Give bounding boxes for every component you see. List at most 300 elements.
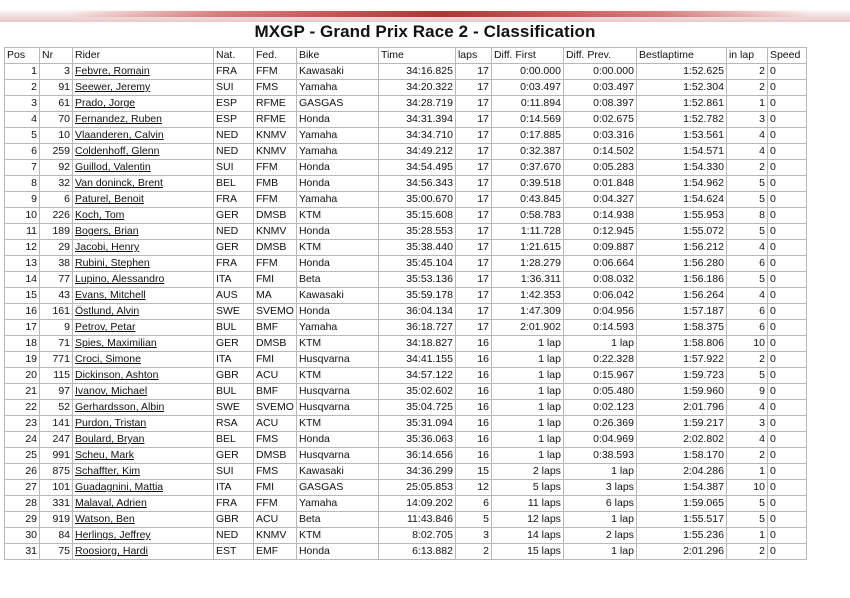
col-nr-cell: 919 bbox=[40, 512, 73, 528]
col-bike-cell: KTM bbox=[296, 208, 378, 224]
col-time-cell: 36:18.727 bbox=[378, 320, 455, 336]
col-nr-cell: 52 bbox=[40, 400, 73, 416]
col-pos-cell: 4 bbox=[5, 112, 40, 128]
rider-link[interactable]: Koch, Tom bbox=[73, 208, 214, 224]
header-row bbox=[5, 48, 807, 64]
col-speed-cell: 0 bbox=[767, 128, 806, 144]
col-nr-cell: 70 bbox=[40, 112, 73, 128]
col-diff-prev-cell: 0:02.675 bbox=[563, 112, 636, 128]
col-diff-prev-cell: 3 laps bbox=[563, 480, 636, 496]
col-speed-cell: 0 bbox=[767, 448, 806, 464]
col-bestlaptime-cell: 1:57.187 bbox=[636, 304, 726, 320]
col-time-cell: 35:38.440 bbox=[378, 240, 455, 256]
col-diff-first-cell: 1:21.615 bbox=[491, 240, 563, 256]
rider-link[interactable]: Prado, Jorge bbox=[73, 96, 214, 112]
col-pos-cell: 15 bbox=[5, 288, 40, 304]
table-row bbox=[5, 416, 807, 432]
col-pos-cell: 6 bbox=[5, 144, 40, 160]
col-in-lap-cell: 2 bbox=[726, 160, 767, 176]
rider-link[interactable]: Spies, Maximilian bbox=[73, 336, 214, 352]
col-in-lap-cell: 9 bbox=[726, 384, 767, 400]
col-time-cell: 35:36.063 bbox=[378, 432, 455, 448]
rider-link[interactable]: Roosiorg, Hardi bbox=[73, 544, 214, 560]
rider-link[interactable]: Ivanov, Michael bbox=[73, 384, 214, 400]
col-fed-cell: DMSB bbox=[254, 208, 297, 224]
rider-link[interactable]: Jacobi, Henry bbox=[73, 240, 214, 256]
col-in-lap-cell: 6 bbox=[726, 256, 767, 272]
col-laps-cell: 3 bbox=[455, 528, 491, 544]
col-in-lap-cell: 5 bbox=[726, 272, 767, 288]
col-laps-cell: 5 bbox=[455, 512, 491, 528]
col-speed-cell: 0 bbox=[767, 480, 806, 496]
rider-link[interactable]: Febvre, Romain bbox=[73, 64, 214, 80]
col-fed-cell: SVEMO bbox=[254, 304, 297, 320]
col-speed-cell: 0 bbox=[767, 176, 806, 192]
col-bestlaptime-cell: 1:59.723 bbox=[636, 368, 726, 384]
col-in-lap-cell: 5 bbox=[726, 512, 767, 528]
col-bestlaptime-cell: 2:01.796 bbox=[636, 400, 726, 416]
col-nr-cell: 771 bbox=[40, 352, 73, 368]
col-pos-cell: 2 bbox=[5, 80, 40, 96]
col-diff-first-cell: 1 lap bbox=[491, 400, 563, 416]
col-diff-first-cell: 1:11.728 bbox=[491, 224, 563, 240]
col-time-header: Time bbox=[378, 48, 455, 64]
col-nat-cell: NED bbox=[214, 128, 254, 144]
col-diff-first-cell: 1:42.353 bbox=[491, 288, 563, 304]
col-diff-prev-cell: 0:04.327 bbox=[563, 192, 636, 208]
rider-link[interactable]: Seewer, Jeremy bbox=[73, 80, 214, 96]
col-bestlaptime-cell: 1:56.186 bbox=[636, 272, 726, 288]
col-speed-cell: 0 bbox=[767, 240, 806, 256]
col-bike-cell: GASGAS bbox=[296, 96, 378, 112]
col-nat-cell: FRA bbox=[214, 496, 254, 512]
col-bike-cell: KTM bbox=[296, 368, 378, 384]
col-nr-cell: 9 bbox=[40, 320, 73, 336]
col-nat-cell: BEL bbox=[214, 432, 254, 448]
col-bike-cell: Husqvarna bbox=[296, 400, 378, 416]
col-time-cell: 35:45.104 bbox=[378, 256, 455, 272]
table-row bbox=[5, 224, 807, 240]
col-diff-first-cell: 1 lap bbox=[491, 352, 563, 368]
col-bestlaptime-cell: 1:59.065 bbox=[636, 496, 726, 512]
col-pos-cell: 21 bbox=[5, 384, 40, 400]
col-in-lap-cell: 5 bbox=[726, 176, 767, 192]
col-bike-cell: Yamaha bbox=[296, 496, 378, 512]
col-bestlaptime-cell: 1:52.304 bbox=[636, 80, 726, 96]
table-row bbox=[5, 304, 807, 320]
table-row bbox=[5, 512, 807, 528]
rider-link[interactable]: Gerhardsson, Albin bbox=[73, 400, 214, 416]
col-in-lap-cell: 5 bbox=[726, 496, 767, 512]
col-bike-cell: Yamaha bbox=[296, 144, 378, 160]
rider-link[interactable]: Vlaanderen, Calvin bbox=[73, 128, 214, 144]
rider-link[interactable]: Östlund, Alvin bbox=[73, 304, 214, 320]
col-bestlaptime-cell: 1:58.806 bbox=[636, 336, 726, 352]
col-bestlaptime-cell: 1:54.624 bbox=[636, 192, 726, 208]
col-speed-cell: 0 bbox=[767, 320, 806, 336]
col-laps-cell: 17 bbox=[455, 304, 491, 320]
table-row bbox=[5, 192, 807, 208]
col-speed-cell: 0 bbox=[767, 352, 806, 368]
col-speed-cell: 0 bbox=[767, 304, 806, 320]
rider-link[interactable]: Paturel, Benoit bbox=[73, 192, 214, 208]
col-time-cell: 34:28.719 bbox=[378, 96, 455, 112]
table-row bbox=[5, 176, 807, 192]
col-pos-cell: 26 bbox=[5, 464, 40, 480]
col-pos-cell: 5 bbox=[5, 128, 40, 144]
col-bestlaptime-cell: 1:52.625 bbox=[636, 64, 726, 80]
col-nat-cell: FRA bbox=[214, 256, 254, 272]
col-pos-cell: 3 bbox=[5, 96, 40, 112]
col-nr-cell: 161 bbox=[40, 304, 73, 320]
table-row bbox=[5, 320, 807, 336]
col-pos-cell: 31 bbox=[5, 544, 40, 560]
col-bestlaptime-cell: 1:54.962 bbox=[636, 176, 726, 192]
rider-link[interactable]: Croci, Simone bbox=[73, 352, 214, 368]
col-speed-cell: 0 bbox=[767, 224, 806, 240]
col-time-cell: 14:09.202 bbox=[378, 496, 455, 512]
col-speed-cell: 0 bbox=[767, 464, 806, 480]
col-pos-cell: 9 bbox=[5, 192, 40, 208]
col-time-cell: 35:28.553 bbox=[378, 224, 455, 240]
col-fed-cell: BMF bbox=[254, 320, 297, 336]
col-time-cell: 34:16.825 bbox=[378, 64, 455, 80]
col-nr-cell: 141 bbox=[40, 416, 73, 432]
table-row bbox=[5, 112, 807, 128]
col-laps-cell: 16 bbox=[455, 400, 491, 416]
col-bestlaptime-cell: 1:58.170 bbox=[636, 448, 726, 464]
col-time-cell: 35:04.725 bbox=[378, 400, 455, 416]
col-fed-cell: EMF bbox=[254, 544, 297, 560]
table-row bbox=[5, 496, 807, 512]
col-diff-first-cell: 0:43.845 bbox=[491, 192, 563, 208]
col-speed-cell: 0 bbox=[767, 272, 806, 288]
col-pos-cell: 13 bbox=[5, 256, 40, 272]
col-bike-cell: Husqvarna bbox=[296, 352, 378, 368]
col-diff-first-cell: 1:47.309 bbox=[491, 304, 563, 320]
col-in-lap-cell: 1 bbox=[726, 464, 767, 480]
table-row bbox=[5, 128, 807, 144]
col-nr-cell: 91 bbox=[40, 80, 73, 96]
col-nr-header: Nr bbox=[40, 48, 73, 64]
col-laps-cell: 17 bbox=[455, 256, 491, 272]
col-bike-cell: KTM bbox=[296, 336, 378, 352]
col-nr-cell: 92 bbox=[40, 160, 73, 176]
table-row bbox=[5, 448, 807, 464]
col-speed-header: Speed bbox=[767, 48, 806, 64]
rider-link[interactable]: Dickinson, Ashton bbox=[73, 368, 214, 384]
col-nr-cell: 3 bbox=[40, 64, 73, 80]
col-nr-cell: 61 bbox=[40, 96, 73, 112]
col-in-lap-cell: 3 bbox=[726, 112, 767, 128]
rider-link[interactable]: Malaval, Adrien bbox=[73, 496, 214, 512]
col-nat-cell: BEL bbox=[214, 176, 254, 192]
col-pos-cell: 18 bbox=[5, 336, 40, 352]
col-time-cell: 8:02.705 bbox=[378, 528, 455, 544]
col-laps-header: laps bbox=[455, 48, 491, 64]
col-time-cell: 35:15.608 bbox=[378, 208, 455, 224]
col-in-lap-cell: 10 bbox=[726, 336, 767, 352]
col-bestlaptime-cell: 1:54.387 bbox=[636, 480, 726, 496]
col-time-cell: 35:59.178 bbox=[378, 288, 455, 304]
col-laps-cell: 17 bbox=[455, 288, 491, 304]
col-pos-cell: 25 bbox=[5, 448, 40, 464]
col-speed-cell: 0 bbox=[767, 288, 806, 304]
col-pos-cell: 28 bbox=[5, 496, 40, 512]
col-diff-prev-cell: 6 laps bbox=[563, 496, 636, 512]
col-nr-cell: 331 bbox=[40, 496, 73, 512]
col-in-lap-cell: 2 bbox=[726, 80, 767, 96]
col-diff-prev-cell: 0:01.848 bbox=[563, 176, 636, 192]
col-nr-cell: 101 bbox=[40, 480, 73, 496]
col-fed-cell: FMS bbox=[254, 80, 297, 96]
col-bestlaptime-cell: 1:55.236 bbox=[636, 528, 726, 544]
col-pos-cell: 8 bbox=[5, 176, 40, 192]
col-diff-prev-cell: 0:03.497 bbox=[563, 80, 636, 96]
rider-link[interactable]: Boulard, Bryan bbox=[73, 432, 214, 448]
rider-link[interactable]: Evans, Mitchell bbox=[73, 288, 214, 304]
rider-link[interactable]: Lupino, Alessandro bbox=[73, 272, 214, 288]
col-speed-cell: 0 bbox=[767, 208, 806, 224]
col-speed-cell: 0 bbox=[767, 368, 806, 384]
col-time-cell: 34:41.155 bbox=[378, 352, 455, 368]
col-bestlaptime-cell: 1:59.217 bbox=[636, 416, 726, 432]
col-in-lap-cell: 1 bbox=[726, 96, 767, 112]
col-bestlaptime-cell: 1:54.330 bbox=[636, 160, 726, 176]
col-in-lap-cell: 4 bbox=[726, 288, 767, 304]
col-in-lap-cell: 4 bbox=[726, 128, 767, 144]
col-in-lap-cell: 2 bbox=[726, 448, 767, 464]
col-time-cell: 35:00.670 bbox=[378, 192, 455, 208]
col-diff-prev-cell: 0:06.042 bbox=[563, 288, 636, 304]
col-diff-prev-cell: 1 lap bbox=[563, 544, 636, 560]
col-nr-cell: 84 bbox=[40, 528, 73, 544]
col-diff-prev-cell: 0:14.593 bbox=[563, 320, 636, 336]
col-nat-cell: FRA bbox=[214, 64, 254, 80]
col-nat-cell: EST bbox=[214, 544, 254, 560]
col-bestlaptime-cell: 1:56.280 bbox=[636, 256, 726, 272]
col-pos-cell: 20 bbox=[5, 368, 40, 384]
col-nr-cell: 77 bbox=[40, 272, 73, 288]
table-row bbox=[5, 240, 807, 256]
col-diff-first-cell: 14 laps bbox=[491, 528, 563, 544]
col-time-cell: 34:34.710 bbox=[378, 128, 455, 144]
table-row bbox=[5, 64, 807, 80]
col-fed-cell: ACU bbox=[254, 416, 297, 432]
col-laps-cell: 17 bbox=[455, 80, 491, 96]
rider-link[interactable]: Herlings, Jeffrey bbox=[73, 528, 214, 544]
col-pos-cell: 14 bbox=[5, 272, 40, 288]
rider-link[interactable]: Bogers, Brian bbox=[73, 224, 214, 240]
col-bike-cell: Honda bbox=[296, 176, 378, 192]
col-in-lap-header: in lap bbox=[726, 48, 767, 64]
table-row bbox=[5, 368, 807, 384]
col-diff-prev-cell: 0:38.593 bbox=[563, 448, 636, 464]
rider-link[interactable]: Fernandez, Ruben bbox=[73, 112, 214, 128]
rider-link[interactable]: Guadagnini, Mattia bbox=[73, 480, 214, 496]
col-diff-first-cell: 0:14.569 bbox=[491, 112, 563, 128]
col-fed-cell: MA bbox=[254, 288, 297, 304]
col-pos-cell: 7 bbox=[5, 160, 40, 176]
col-speed-cell: 0 bbox=[767, 400, 806, 416]
col-nr-cell: 115 bbox=[40, 368, 73, 384]
col-nr-cell: 259 bbox=[40, 144, 73, 160]
col-fed-cell: DMSB bbox=[254, 336, 297, 352]
col-pos-cell: 10 bbox=[5, 208, 40, 224]
rider-link[interactable]: Petrov, Petar bbox=[73, 320, 214, 336]
col-fed-cell: ACU bbox=[254, 368, 297, 384]
col-nat-cell: ITA bbox=[214, 480, 254, 496]
col-diff-first-cell: 2 laps bbox=[491, 464, 563, 480]
col-fed-cell: DMSB bbox=[254, 240, 297, 256]
col-pos-cell: 16 bbox=[5, 304, 40, 320]
rider-link[interactable]: Scheu, Mark bbox=[73, 448, 214, 464]
col-speed-cell: 0 bbox=[767, 496, 806, 512]
col-laps-cell: 16 bbox=[455, 448, 491, 464]
col-fed-cell: FFM bbox=[254, 496, 297, 512]
col-fed-cell: KNMV bbox=[254, 224, 297, 240]
col-bestlaptime-cell: 1:55.072 bbox=[636, 224, 726, 240]
col-nr-cell: 32 bbox=[40, 176, 73, 192]
col-laps-cell: 17 bbox=[455, 224, 491, 240]
col-nat-cell: GER bbox=[214, 208, 254, 224]
col-bike-cell: KTM bbox=[296, 528, 378, 544]
col-pos-header: Pos bbox=[5, 48, 40, 64]
col-bestlaptime-cell: 1:59.960 bbox=[636, 384, 726, 400]
col-nr-cell: 226 bbox=[40, 208, 73, 224]
col-diff-prev-cell: 0:06.664 bbox=[563, 256, 636, 272]
col-time-cell: 34:57.122 bbox=[378, 368, 455, 384]
col-fed-cell: RFME bbox=[254, 96, 297, 112]
col-in-lap-cell: 5 bbox=[726, 368, 767, 384]
col-diff-prev-cell: 2 laps bbox=[563, 528, 636, 544]
col-speed-cell: 0 bbox=[767, 112, 806, 128]
col-time-cell: 34:18.827 bbox=[378, 336, 455, 352]
col-nat-cell: RSA bbox=[214, 416, 254, 432]
col-diff-prev-cell: 0:08.032 bbox=[563, 272, 636, 288]
col-diff-prev-cell: 0:22.328 bbox=[563, 352, 636, 368]
col-bestlaptime-cell: 1:56.264 bbox=[636, 288, 726, 304]
table-row bbox=[5, 336, 807, 352]
col-in-lap-cell: 10 bbox=[726, 480, 767, 496]
col-laps-cell: 17 bbox=[455, 128, 491, 144]
table-row bbox=[5, 80, 807, 96]
col-laps-cell: 17 bbox=[455, 112, 491, 128]
col-laps-cell: 2 bbox=[455, 544, 491, 560]
col-bestlaptime-cell: 1:54.571 bbox=[636, 144, 726, 160]
table-row bbox=[5, 432, 807, 448]
col-bike-cell: GASGAS bbox=[296, 480, 378, 496]
col-diff-first-cell: 1:36.311 bbox=[491, 272, 563, 288]
col-in-lap-cell: 5 bbox=[726, 192, 767, 208]
col-pos-cell: 1 bbox=[5, 64, 40, 80]
col-nat-cell: ITA bbox=[214, 352, 254, 368]
col-fed-header: Fed. bbox=[254, 48, 297, 64]
col-laps-cell: 16 bbox=[455, 368, 491, 384]
rider-link[interactable]: Van doninck, Brent bbox=[73, 176, 214, 192]
col-pos-cell: 24 bbox=[5, 432, 40, 448]
col-laps-cell: 17 bbox=[455, 64, 491, 80]
col-bike-cell: Honda bbox=[296, 432, 378, 448]
table-row bbox=[5, 144, 807, 160]
col-bestlaptime-cell: 1:55.517 bbox=[636, 512, 726, 528]
col-fed-cell: RFME bbox=[254, 112, 297, 128]
col-fed-cell: FMI bbox=[254, 272, 297, 288]
col-diff-prev-cell: 0:14.938 bbox=[563, 208, 636, 224]
col-nat-cell: BUL bbox=[214, 384, 254, 400]
col-nat-cell: GBR bbox=[214, 368, 254, 384]
col-diff-first-cell: 0:17.885 bbox=[491, 128, 563, 144]
col-in-lap-cell: 4 bbox=[726, 144, 767, 160]
rider-link[interactable]: Guillod, Valentin bbox=[73, 160, 214, 176]
col-bike-cell: Beta bbox=[296, 512, 378, 528]
col-time-cell: 34:20.322 bbox=[378, 80, 455, 96]
col-speed-cell: 0 bbox=[767, 512, 806, 528]
col-in-lap-cell: 8 bbox=[726, 208, 767, 224]
col-nr-cell: 43 bbox=[40, 288, 73, 304]
rider-link[interactable]: Coldenhoff, Glenn bbox=[73, 144, 214, 160]
col-bike-cell: Husqvarna bbox=[296, 448, 378, 464]
col-in-lap-cell: 4 bbox=[726, 432, 767, 448]
col-diff-first-cell: 1 lap bbox=[491, 432, 563, 448]
col-diff-prev-cell: 0:14.502 bbox=[563, 144, 636, 160]
col-fed-cell: DMSB bbox=[254, 448, 297, 464]
col-in-lap-cell: 6 bbox=[726, 320, 767, 336]
col-nr-cell: 991 bbox=[40, 448, 73, 464]
col-in-lap-cell: 2 bbox=[726, 352, 767, 368]
col-speed-cell: 0 bbox=[767, 256, 806, 272]
rider-link[interactable]: Schaffter, Kim bbox=[73, 464, 214, 480]
col-rider-header: Rider bbox=[73, 48, 214, 64]
col-speed-cell: 0 bbox=[767, 144, 806, 160]
col-laps-cell: 12 bbox=[455, 480, 491, 496]
col-in-lap-cell: 4 bbox=[726, 240, 767, 256]
col-nat-cell: SWE bbox=[214, 400, 254, 416]
col-fed-cell: FMI bbox=[254, 352, 297, 368]
col-nat-cell: BUL bbox=[214, 320, 254, 336]
col-diff-first-cell: 0:37.670 bbox=[491, 160, 563, 176]
col-laps-cell: 16 bbox=[455, 416, 491, 432]
rider-link[interactable]: Rubini, Stephen bbox=[73, 256, 214, 272]
col-diff-prev-cell: 0:04.969 bbox=[563, 432, 636, 448]
col-diff-first-cell: 0:00.000 bbox=[491, 64, 563, 80]
col-in-lap-cell: 2 bbox=[726, 64, 767, 80]
table-row bbox=[5, 384, 807, 400]
col-bestlaptime-header: Bestlaptime bbox=[636, 48, 726, 64]
col-nat-cell: ESP bbox=[214, 96, 254, 112]
col-time-cell: 35:31.094 bbox=[378, 416, 455, 432]
col-diff-first-cell: 1:28.279 bbox=[491, 256, 563, 272]
col-diff-first-cell: 1 lap bbox=[491, 416, 563, 432]
table-row bbox=[5, 464, 807, 480]
col-laps-cell: 17 bbox=[455, 320, 491, 336]
col-diff-first-cell: 2:01.902 bbox=[491, 320, 563, 336]
col-bestlaptime-cell: 2:01.296 bbox=[636, 544, 726, 560]
col-laps-cell: 16 bbox=[455, 432, 491, 448]
col-bestlaptime-cell: 1:52.861 bbox=[636, 96, 726, 112]
col-diff-first-cell: 0:11.894 bbox=[491, 96, 563, 112]
col-nat-cell: NED bbox=[214, 224, 254, 240]
col-diff-prev-cell: 1 lap bbox=[563, 464, 636, 480]
col-diff-prev-cell: 0:02.123 bbox=[563, 400, 636, 416]
rider-link[interactable]: Watson, Ben bbox=[73, 512, 214, 528]
col-fed-cell: FMB bbox=[254, 176, 297, 192]
col-bike-cell: Honda bbox=[296, 112, 378, 128]
rider-link[interactable]: Purdon, Tristan bbox=[73, 416, 214, 432]
table-row bbox=[5, 96, 807, 112]
col-bike-cell: Beta bbox=[296, 272, 378, 288]
col-diff-first-cell: 12 laps bbox=[491, 512, 563, 528]
